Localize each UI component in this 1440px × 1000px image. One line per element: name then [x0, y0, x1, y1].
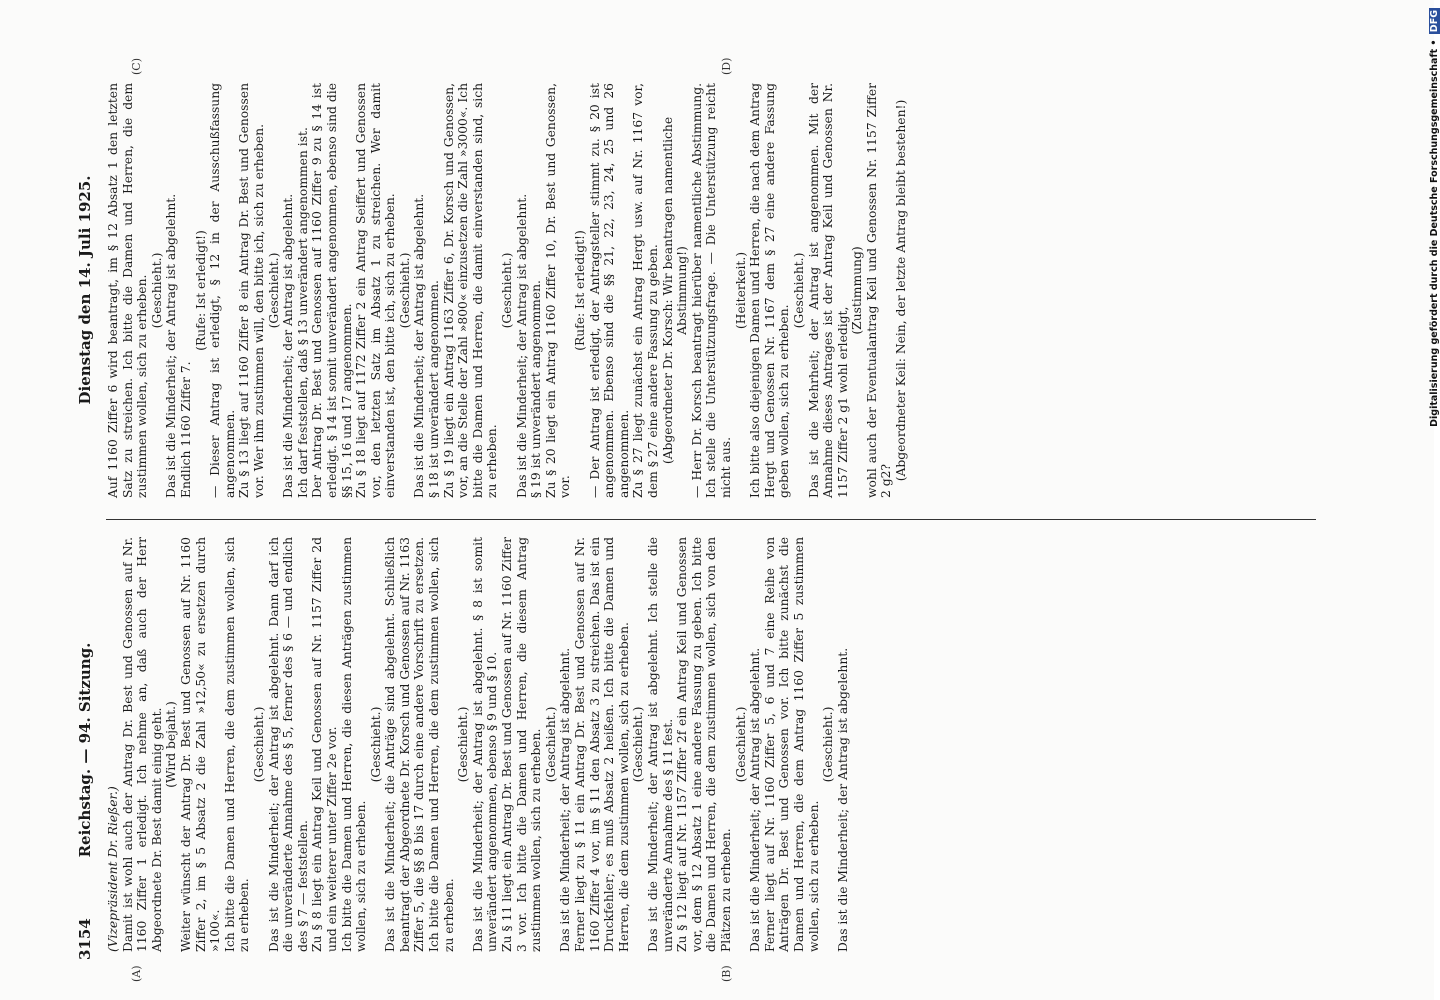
paragraph: (Geschieht.) [266, 252, 281, 329]
digitization-notice-text: Digitalisierung gefördert durch die Deutsche Forschungsgemeinschaft • [1429, 39, 1440, 427]
paragraph: — Herr Dr. Korsch beantragt hierüber namentliche Abstimmung. Ich stelle die Unterstützungsfrage. — Die Unterstützung reicht nicht aus. [689, 83, 733, 498]
paragraph: Das ist die Minderheit; der Antrag ist abgelehnt. [412, 193, 427, 498]
paragraph: Auf 1160 Ziffer 6 wird beantragt, im § 12 Absatz 1 den letzten Satz zu streichen. Ich bitte die Damen und Herren, die dem zustimmen wollen, sich zu erheben. [106, 83, 150, 498]
paragraph: Das ist die Minderheit; der Antrag ist abgelehnt. [514, 193, 529, 498]
paragraph: Zu § 11 liegt ein Antrag Dr. Best und Genossen auf Nr. 1160 Ziffer 3 vor. Ich bitte die Damen und Herren, die diesem Antrag zustimmen wollen, sich zu erheben. [500, 537, 544, 952]
page-number: 3154 [76, 918, 94, 960]
left-column [106, 537, 1316, 952]
margin-marker-c: (C) [130, 58, 143, 75]
paragraph: (Rufe: Ist erledigt!) [573, 230, 587, 351]
paragraph: (Geschieht.) [791, 252, 806, 329]
paragraph: — Dieser Antrag ist erledigt, § 12 in der Ausschußfassung angenommen. [208, 83, 237, 498]
paragraph: § 19 ist unverändert angenommen. [529, 280, 544, 498]
rotated-page-content [70, 57, 1320, 982]
margin-marker-b: (B) [720, 965, 733, 982]
paragraph: Das ist die Minderheit; der Antrag ist abgelehnt. Dann darf ich die unveränderte Annahme des § 5, ferner des § 6 — und endlich des § 7 — feststellen. [266, 537, 310, 952]
paragraph: Das ist die Minderheit; der Antrag ist abgelehnt. [164, 193, 179, 498]
paragraph: (Geschieht.) [251, 706, 266, 783]
paragraph: wohl auch der Eventualantrag Keil und Genossen Nr. 1157 Ziffer 2 g2? [864, 83, 894, 498]
paragraph: (Geschieht.) [733, 706, 748, 783]
paragraph: Zu § 18 liegt auf 1172 Ziffer 2 ein Antrag Seiffert und Genossen vor, den letzten Satz im Absatz 1 zu streichen. Wer damit einverstanden ist, den bitte ich, sich zu erheben. [354, 83, 398, 498]
paragraph: Das ist die Mehrheit; der Antrag ist angenommen. Mit der Annahme dieses Antrages ist der Antrag Keil und Genossen Nr. 1157 Ziffer 2 g1 wohl erledigt, [806, 83, 850, 498]
paragraph: Das ist die Minderheit; der Antrag ist abgelehnt. [835, 647, 850, 952]
paragraph: Ich bitte die Damen und Herren, die dem zustimmen wollen, sich zu erheben. [222, 537, 252, 952]
paragraph: Das ist die Minderheit; der Antrag ist abgelehnt. [558, 647, 573, 952]
paragraph: (Abgeordneter Dr. Korsch: Wir beantragen namentliche Abstimmung!) [660, 116, 690, 465]
paragraph: Das ist die Minderheit; der Antrag ist abgelehnt. Ich stelle die unveränderte Annahme des § 11 fest. [645, 537, 675, 952]
right-column [106, 83, 1316, 498]
paragraph: Das ist die Minderheit; der Antrag ist abgelehnt. [748, 647, 763, 952]
margin-marker-a: (A) [130, 965, 143, 982]
paragraph: (Geschieht.) [543, 706, 558, 783]
paragraph: (Zustimmung) [850, 246, 865, 335]
paragraph: Endlich 1160 Ziffer 7. [178, 361, 193, 498]
paragraph: Zu § 20 liegt ein Antrag 1160 Ziffer 10, Dr. Best und Genossen, vor. [543, 83, 573, 498]
paragraph: (Geschieht.) [631, 706, 646, 783]
paragraph: Das ist die Minderheit; der Antrag ist abgelehnt. § 8 ist somit unverändert angenommen, ebenso § 9 und § 10. [470, 537, 500, 952]
dfg-logo: DFG [1429, 10, 1440, 33]
paragraph: (Geschieht.) [368, 706, 383, 783]
paragraph: Ferner liegt zu § 11 ein Antrag Dr. Best und Genossen auf Nr. 1160 Ziffer 4 vor, im § 11 den Absatz 3 zu streichen. Das ist ein Druckfehler; es muß Absatz 2 heißen. Ich bitte die Damen und Herren, die dem zustimmen wollen, sich zu erheben. [573, 537, 631, 952]
paragraph: Damit ist wohl auch der Antrag Dr. Best und Genossen auf Nr. 1160 Ziffer 1 erledigt. Ich nehme an, daß auch der Herr Abgeordnete Dr. Best damit einig geht. [120, 537, 164, 952]
paragraph: (Abgeordneter Keil: Nein, der letzte Antrag bleibt bestehen!) [894, 99, 909, 482]
digitization-notice [1413, 8, 1440, 988]
paragraph: Zu § 19 liegt ein Antrag 1163 Ziffer 6, Dr. Korsch und Genossen, vor, an die Stelle der Zahl »800« einzusetzen die Zahl »3000«. Ich bitte die Damen und Herren, die damit einverstanden sind, sich zu erheben. [441, 83, 500, 498]
paragraph: (Geschieht.) [456, 706, 471, 783]
paragraph: § 18 ist unverändert angenommen. [427, 280, 442, 498]
paragraph: Der Antrag Dr. Best und Genossen auf 1160 Ziffer 9 zu § 14 ist erledigt. § 14 ist somit unverändert angenommen, ebenso sind die §§ 15, 16 und 17 angenommen. [310, 83, 354, 498]
paragraph: (Heiterkeit.) [733, 251, 748, 330]
paragraph: Das ist die Minderheit; der Antrag ist abgelehnt. [281, 193, 296, 498]
paragraph: Ich bitte die Damen und Herren, die diesen Anträgen zustimmen wollen, sich zu erheben. [339, 537, 369, 952]
paragraph: (Rufe: Ist erledigt!) [193, 230, 208, 351]
paragraph: (Geschieht.) [821, 706, 836, 783]
paragraph: (Geschieht.) [149, 252, 164, 329]
paragraph: (Geschieht.) [500, 252, 515, 329]
paragraph: — Der Antrag ist erledigt, der Antragsteller stimmt zu. § 20 ist angenommen. Ebenso sind die §§ 21, 22, 23, 24, 25 und 26 angenommen. [587, 83, 631, 498]
paragraph: (Vizepräsident Dr. Rießer.) [106, 786, 120, 952]
paragraph: Ferner liegt auf Nr. 1160 Ziffer 5, 6 und 7 eine Reihe von Anträgen Dr. Best und Genossen vor. Ich bitte zunächst die Damen und Herren, die dem Antrag 1160 Ziffer 5 zustimmen wollen, sich zu erheben. [762, 537, 821, 952]
paragraph: Ich darf feststellen, daß § 13 unverändert angenommen ist. [295, 127, 310, 498]
paragraph: Ich bitte also diejenigen Damen und Herren, die nach dem Antrag Hergt und Genossen Nr. 1167 dem § 27 eine andere Fassung geben wollen, sich zu erheben. [748, 83, 792, 498]
paragraph: Das ist die Minderheit; die Anträge sind abgelehnt. Schließlich beantragt der Abgeordnete Dr. Korsch und Genossen auf Nr. 1163 Ziffer 5, die §§ 8 bis 17 durch eine andere Vorschrift zu ersetzen. Ich bitte die Damen und Herren, die dem zustimmen wollen, sich zu erheben. [383, 537, 456, 952]
column-divider [106, 519, 1316, 520]
paragraph: Weiter wünscht der Antrag Dr. Best und Genossen auf Nr. 1160 Ziffer 2, im § 5 Absatz 2 die Zahl »12,50« zu ersetzen durch »100«. [178, 537, 223, 952]
margin-marker-d: (D) [720, 57, 733, 75]
paragraph: Zu § 27 liegt zunächst ein Antrag Hergt usw. auf Nr. 1167 vor, dem § 27 eine andere Fassung zu geben. [631, 83, 660, 498]
left-running-title: Reichstag. — 94. Sitzung. [76, 642, 94, 858]
right-running-title: Dienstag den 14. Juli 1925. [76, 175, 94, 405]
paragraph: (Wird bejaht.) [164, 701, 179, 788]
page-header [70, 80, 100, 960]
paragraph: Zu § 8 liegt ein Antrag Keil und Genossen auf Nr. 1157 Ziffer 2d und ein weiterer unter Ziffer 2e vor. [310, 537, 339, 952]
paragraph: (Geschieht.) [397, 252, 412, 329]
paragraph: Zu § 13 liegt auf 1160 Ziffer 8 ein Antrag Dr. Best und Genossen vor. Wer ihm zustimmen will, den bitte ich, sich zu erheben. [237, 83, 266, 498]
paragraph: Zu § 12 liegt auf Nr. 1157 Ziffer 2f ein Antrag Keil und Genossen vor, dem § 12 Absatz 1 eine andere Fassung zu geben. Ich bitte die Damen und Herren, die dem zustimmen wollen, sich von den Plätzen zu erheben. [675, 537, 733, 952]
